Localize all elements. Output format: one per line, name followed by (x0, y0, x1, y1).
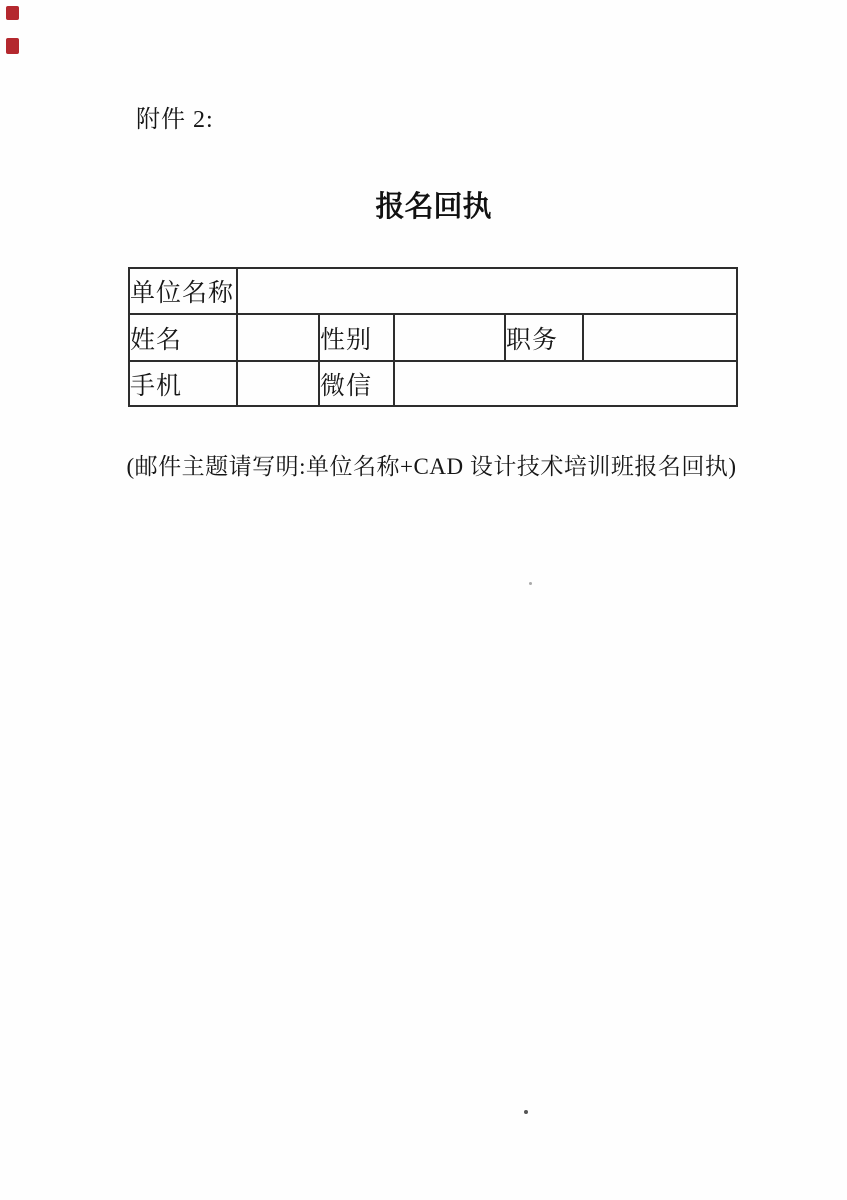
name-value-cell (237, 314, 319, 361)
table-row (129, 268, 737, 314)
name-label: 姓名 (129, 314, 237, 361)
registration-table-container (128, 267, 738, 407)
position-value-cell (583, 314, 737, 361)
attachment-label: 附件 2: (136, 107, 214, 133)
red-binding-mark-top (6, 6, 19, 20)
wechat-value-cell (394, 361, 737, 406)
gender-label: 性别 (319, 314, 394, 361)
unit-name-label: 单位名称 (129, 268, 237, 314)
mobile-label: 手机 (129, 361, 237, 406)
registration-table (128, 267, 738, 407)
position-label: 职务 (505, 314, 583, 361)
table-row (129, 361, 737, 406)
table-row (129, 314, 737, 361)
scan-speck (529, 582, 532, 585)
unit-name-value-cell (237, 268, 737, 314)
scan-speck (524, 1110, 528, 1114)
wechat-label: 微信 (319, 361, 394, 406)
email-subject-note: (邮件主题请写明:单位名称+CAD 设计技术培训班报名回执) (126, 454, 737, 479)
mobile-value-cell (237, 361, 319, 406)
page-title: 报名回执 (375, 191, 492, 223)
red-binding-mark-bottom (6, 38, 19, 54)
gender-value-cell (394, 314, 505, 361)
